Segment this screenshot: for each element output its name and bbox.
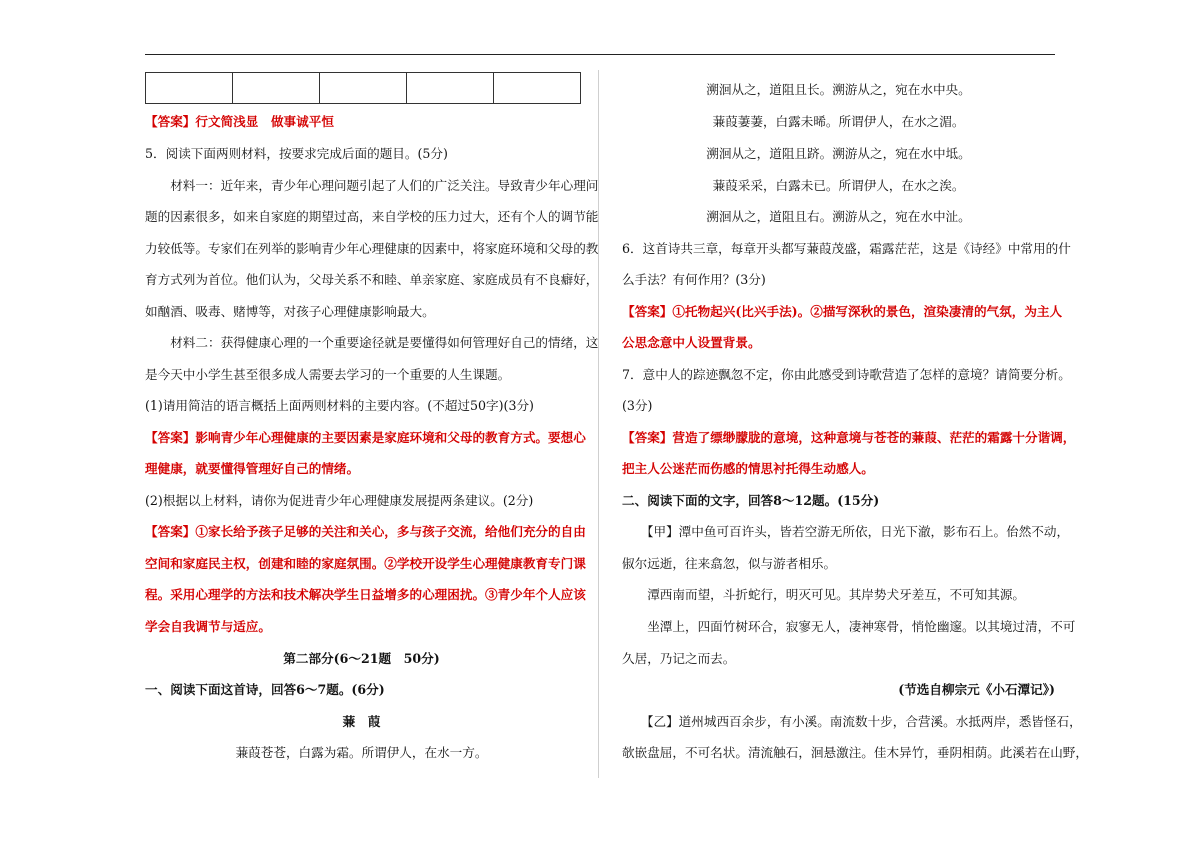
answer-line: 空间和家庭民主权，创建和睦的家庭氛围。②学校开设学生心理健康教育专门课 [145, 556, 586, 571]
text-line: 5．阅读下面两则材料，按要求完成后面的题目。(5分) [145, 146, 448, 161]
text-line: 是今天中小学生甚至很多成人需要去学习的一个重要的人生课题。 [145, 367, 511, 382]
text-line: 溯洄从之，道阻且长。溯游从之，宛在水中央。 [706, 82, 971, 97]
answer-line: 【答案】①家长给予孩子足够的关注和关心，多与孩子交流，给他们充分的自由 [145, 524, 586, 539]
answer-line: 程。采用心理学的方法和技术解决学生日益增多的心理困扰。③青少年个人应该 [145, 587, 586, 602]
text-line: 一、阅读下面这首诗，回答6～7题。(6分) [145, 682, 385, 697]
table-cell [320, 73, 407, 104]
text-line: 材料一：近年来，青少年心理问题引起了人们的广泛关注。导致青少年心理问 [145, 178, 599, 193]
answer-line: 【答案】影响青少年心理健康的主要因素是家庭环境和父母的教育方式。要想心 [145, 430, 586, 445]
text-line: 蒹葭苍苍，白露为霜。所谓伊人，在水一方。 [235, 745, 488, 760]
text-line: 坐潭上，四面竹树环合，寂寥无人，凄神寒骨，悄怆幽邃。以其境过清，不可 [622, 619, 1076, 634]
text-line: 溯洄从之，道阻且右。溯游从之，宛在水中沚。 [706, 209, 971, 224]
table-cell [494, 73, 581, 104]
text-line: 溯洄从之，道阻且跻。溯游从之，宛在水中坻。 [706, 146, 971, 161]
text-line: 7．意中人的踪迹飘忽不定，你由此感受到诗歌营造了怎样的意境？请简要分析。 [622, 367, 1071, 382]
text-line: 久居，乃记之而去。 [622, 651, 736, 666]
text-line: 第二部分(6～21题 50分) [283, 651, 440, 666]
text-line: (节选自柳宗元《小石潭记》) [898, 682, 1055, 697]
text-line: 育方式列为首位。他们认为，父母关系不和睦、单亲家庭、家庭成员有不良癖好， [145, 272, 599, 287]
answer-line: 理健康，就要懂得管理好自己的情绪。 [145, 461, 360, 476]
answer-line: 学会自我调节与适应。 [145, 619, 271, 634]
text-line: 二、阅读下面的文字，回答8～12题。(15分) [622, 493, 880, 508]
text-line: 题的因素很多，如来自家庭的期望过高，来自学校的压力过大，还有个人的调节能 [145, 209, 599, 224]
table-cell [233, 73, 320, 104]
answer-line: 【答案】营造了缥缈朦胧的意境，这种意境与苍苍的蒹葭、茫茫的霜露十分谐调， [622, 430, 1076, 445]
text-line: (3分) [622, 398, 653, 413]
answer-line: 【答案】行文简浅显 做事诚平恒 [145, 114, 334, 129]
text-line: 6．这首诗共三章，每章开头都写蒹葭茂盛，霜露茫茫，这是《诗经》中常用的什 [622, 241, 1071, 256]
text-line: (2)根据以上材料，请你为促进青少年心理健康发展提两条建议。(2分) [145, 493, 534, 508]
text-line: (1)请用简洁的语言概括上面两则材料的主要内容。(不超过50字)(3分) [145, 398, 534, 413]
text-line: 潭西南而望，斗折蛇行，明灭可见。其岸势犬牙差互，不可知其源。 [622, 587, 1025, 602]
text-line: 材料二：获得健康心理的一个重要途径就是要懂得如何管理好自己的情绪，这 [145, 335, 599, 350]
text-line: 如酗酒、吸毒、赌博等，对孩子心理健康影响最大。 [145, 304, 435, 319]
blank-answer-table [145, 72, 581, 104]
table-cell [146, 73, 233, 104]
answer-line: 把主人公迷茫而伤感的情思衬托得生动感人。 [622, 461, 874, 476]
text-line: 欹嵌盘屈，不可名状。清流触石，洄悬激注。佳木异竹，垂阴相荫。此溪若在山野， [622, 745, 1088, 760]
text-line: 力较低等。专家们在列举的影响青少年心理健康的因素中，将家庭环境和父母的教 [145, 241, 599, 256]
text-line: 么手法？有何作用？(3分) [622, 272, 766, 287]
text-line: 蒹葭采采，白露未已。所谓伊人，在水之涘。 [712, 178, 965, 193]
column-divider [598, 70, 599, 778]
text-line: 蒹葭萋萋，白露未晞。所谓伊人，在水之湄。 [712, 114, 965, 129]
text-line: 蒹 葭 [342, 714, 381, 729]
header-rule [145, 54, 1055, 55]
text-line: 俶尔远逝，往来翕忽，似与游者相乐。 [622, 556, 837, 571]
text-line: 【乙】道州城西百余步，有小溪。南流数十步，合营溪。水抵两岸，悉皆怪石， [622, 714, 1082, 729]
table-cell [407, 73, 494, 104]
answer-line: 【答案】①托物起兴(比兴手法)。②描写深秋的景色，渲染凄清的气氛，为主人 [622, 304, 1063, 319]
answer-line: 公思念意中人设置背景。 [622, 335, 761, 350]
text-line: 【甲】潭中鱼可百许头，皆若空游无所依，日光下澈，影布石上。佁然不动， [622, 524, 1070, 539]
